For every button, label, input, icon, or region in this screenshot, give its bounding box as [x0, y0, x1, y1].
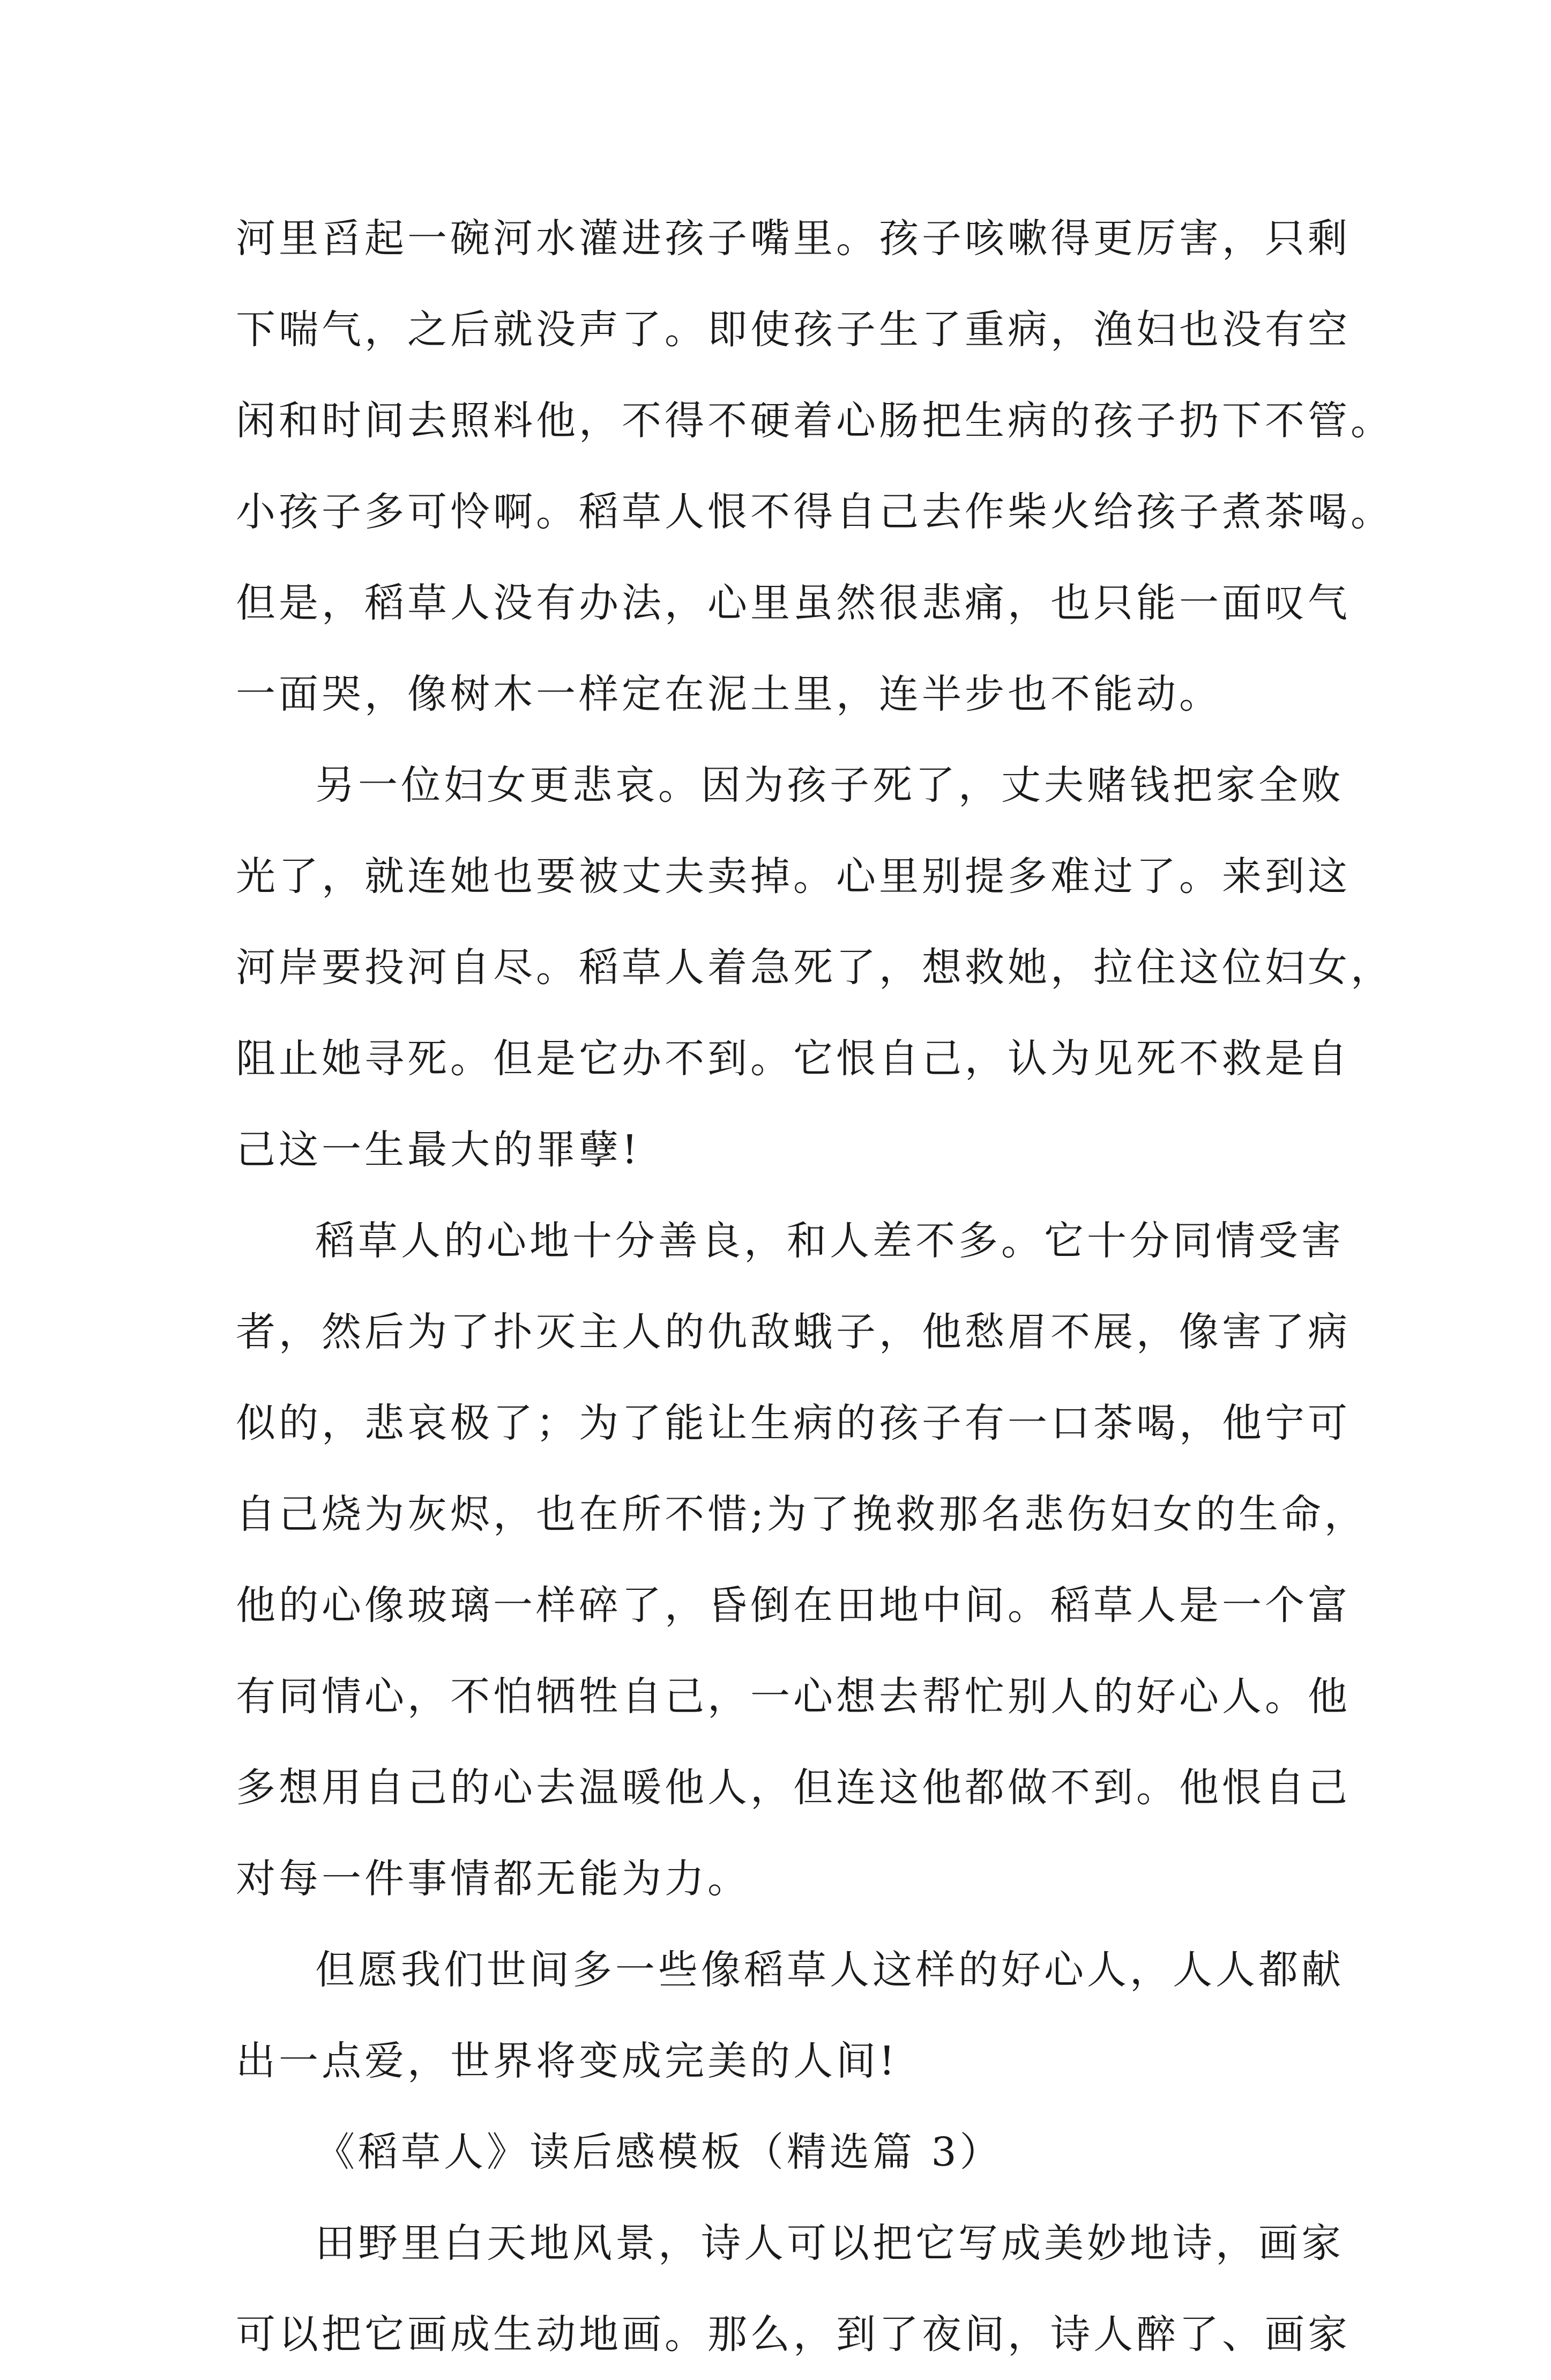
text-line: 但是，稻草人没有办法，心里虽然很悲痛，也只能一面叹气	[236, 580, 1351, 626]
paragraph-first-line: 稻草人的心地十分善良，和人差不多。它十分同情受害	[315, 1218, 1344, 1264]
text-line: 阻止她寻死。但是它办不到。它恨自己，认为见死不救是自	[236, 1036, 1351, 1082]
text-line: 可以把它画成生动地画。那么，到了夜间，诗人醉了、画家	[236, 2311, 1351, 2357]
text-line: 他的心像玻璃一样碎了，昏倒在田地中间。稻草人是一个富	[236, 1582, 1351, 1628]
text-line: 出一点爱，世界将变成完美的人间!	[236, 2038, 898, 2084]
text-line: 己这一生最大的罪孽!	[236, 1127, 641, 1173]
text-line: 有同情心，不怕牺牲自己，一心想去帮忙别人的好心人。他	[236, 1674, 1351, 1720]
text-line: 小孩子多可怜啊。稻草人恨不得自己去作柴火给孩子煮茶喝。	[236, 489, 1393, 535]
text-line: 似的，悲哀极了；为了能让生病的孩子有一口茶喝，他宁可	[236, 1400, 1351, 1446]
text-line: 河里舀起一碗河水灌进孩子嘴里。孩子咳嗽得更厉害，只剩	[236, 215, 1351, 262]
paragraph-first-line: 田野里白天地风景，诗人可以把它写成美妙地诗，画家	[315, 2220, 1344, 2266]
paragraph-first-line: 另一位妇女更悲哀。因为孩子死了，丈夫赌钱把家全败	[315, 762, 1344, 808]
text-line: 下喘气，之后就没声了。即使孩子生了重病，渔妇也没有空	[236, 307, 1351, 353]
section-heading: 《稻草人》读后感模板（精选篇 3）	[315, 2129, 1003, 2175]
text-line: 者，然后为了扑灭主人的仇敌蛾子，他愁眉不展，像害了病	[236, 1309, 1351, 1355]
text-line: 河岸要投河自尽。稻草人着急死了，想救她，拉住这位妇女，	[236, 944, 1393, 991]
text-line: 光了，就连她也要被丈夫卖掉。心里别提多难过了。来到这	[236, 853, 1351, 899]
text-line: 一面哭，像树木一样定在泥土里，连半步也不能动。	[236, 671, 1222, 717]
text-line: 对每一件事情都无能为力。	[236, 1856, 750, 1902]
text-line: 自己烧为灰烬，也在所不惜;为了挽救那名悲伤妇女的生命，	[236, 1491, 1367, 1537]
document-body	[236, 193, 1393, 2380]
text-line: 闲和时间去照料他，不得不硬着心肠把生病的孩子扔下不管。	[236, 398, 1393, 444]
text-line: 多想用自己的心去温暖他人，但连这他都做不到。他恨自己	[236, 1765, 1351, 1811]
paragraph-first-line: 但愿我们世间多一些像稻草人这样的好心人，人人都献	[315, 1947, 1344, 1993]
